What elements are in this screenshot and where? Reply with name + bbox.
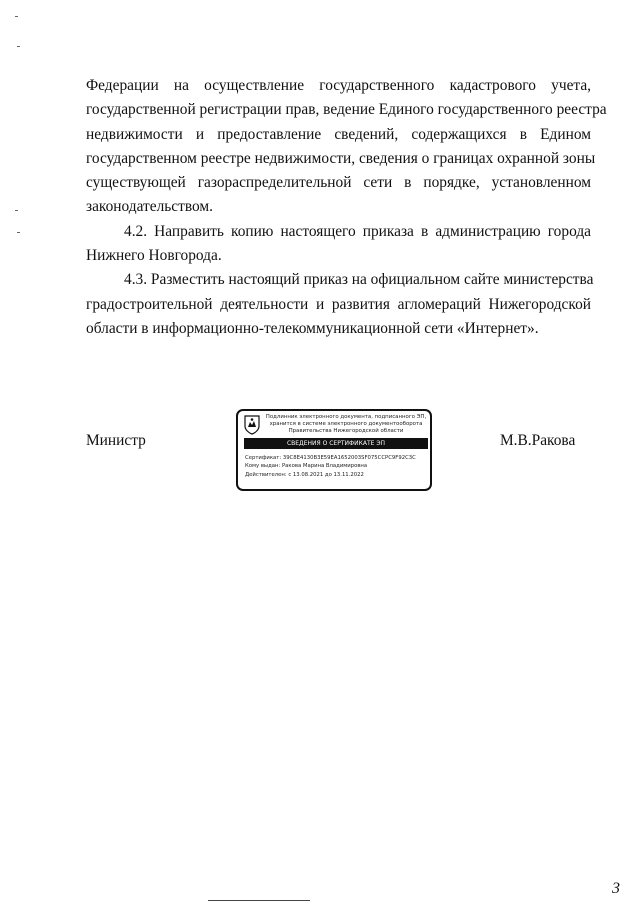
coat-of-arms-icon <box>244 415 260 435</box>
text-line: законодательством. <box>86 198 214 216</box>
margin-mark <box>15 210 18 211</box>
stamp-header <box>262 414 430 435</box>
text-line: Федерации на осуществление государственного кадастрового учета, <box>86 77 591 94</box>
stamp-header-line: Правительства Нижегородской области <box>288 428 404 434</box>
text-line: Нижнего Новгорода. <box>86 247 222 265</box>
paragraph-4-2 <box>86 220 591 269</box>
stamp-header-line: хранится в системе электронного документооборота <box>269 421 423 427</box>
text-line: области в информационно-телекоммуникационной сети «Интернет». <box>86 319 539 337</box>
text-line: государственном реестре недвижимости, сведения о границах охранной зоны <box>86 149 596 167</box>
text-line: градостроительной деятельности и развития агломераций Нижегородской <box>86 295 591 313</box>
electronic-signature-stamp <box>236 409 432 491</box>
margin-mark <box>17 232 20 233</box>
certificate-owner: Кому выдан: Ракова Марина Владимировна <box>245 463 368 470</box>
footer-divider <box>208 900 310 901</box>
paragraph-4-3 <box>86 268 594 341</box>
stamp-header-line: Подлинник электронного документа, подписанного ЭП, <box>265 414 427 420</box>
text-line: недвижимости и предоставление сведений, содержащихся в Едином <box>86 125 591 143</box>
page-number: 3 <box>612 880 620 897</box>
text-line: существующей газораспределительной сети в порядке, установленном <box>86 174 591 192</box>
signatory-name: М.В.Ракова <box>500 432 576 449</box>
text-line: государственной регистрации прав, ведение Единого государственного реестра <box>86 101 607 119</box>
text-line: 4.2. Направить копию настоящего приказа в администрацию города <box>124 222 591 240</box>
document-body <box>86 74 607 341</box>
stamp-title-bar: СВЕДЕНИЯ О СЕРТИФИКАТЕ ЭП <box>244 438 428 449</box>
margin-mark <box>17 46 20 47</box>
margin-mark <box>15 16 18 17</box>
stamp-details <box>245 454 429 479</box>
certificate-validity: Действителен: с 13.08.2021 до 13.11.2022 <box>245 471 364 478</box>
certificate-number: Сертификат: 39C8E4130B3E59EA1652003SF075CCPC9F92C3C <box>245 455 416 461</box>
paragraph-continuation <box>86 74 607 220</box>
text-line: 4.3. Разместить настоящий приказ на официальном сайте министерства <box>124 271 594 289</box>
signatory-position: Министр <box>86 432 146 449</box>
